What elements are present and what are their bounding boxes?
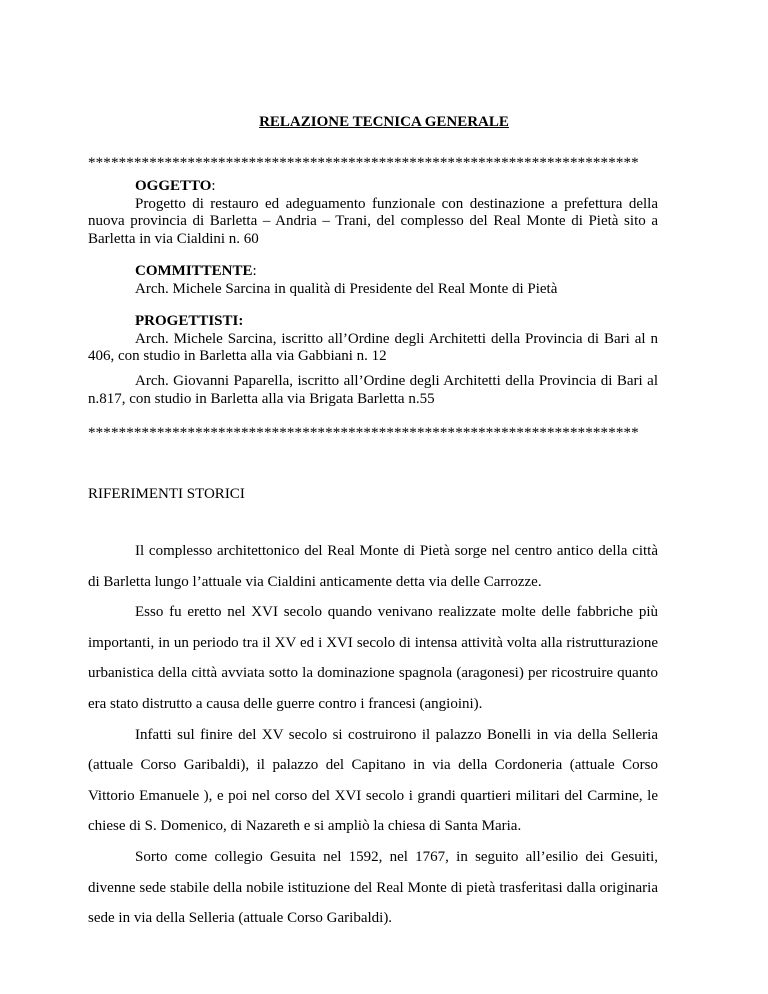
oggetto-text: Progetto di restauro ed adeguamento funzionale con destinazione a prefettura della nuova provincia di Barletta – Andria – Trani, del complesso del Real Monte di Pietà sito a Barletta in via Cialdini n. 60 xyxy=(88,195,658,247)
committente-label: COMMITTENTE xyxy=(135,263,253,279)
body-paragraph: Il complesso architettonico del Real Monte di Pietà sorge nel centro antico della città di Barletta lungo l’attuale via Cialdini anticamente detta via delle Carrozze. xyxy=(88,543,658,590)
committente-text: Arch. Michele Sarcina in qualità di Presidente del Real Monte di Pietà xyxy=(135,280,558,297)
committente-heading xyxy=(88,263,658,281)
document-title: RELAZIONE TECNICA GENERALE xyxy=(259,114,509,130)
separator-bottom: ************************************************************************ xyxy=(88,425,639,441)
committente-section xyxy=(88,263,658,298)
progettista-item: Arch. Michele Sarcina, iscritto all’Ordine degli Architetti della Provincia di Bari al n 406, con studio in Barletta alla via Gabbiani n. 12 xyxy=(88,330,658,364)
section-title: RIFERIMENTI STORICI xyxy=(88,486,245,502)
committente-colon: : xyxy=(252,263,257,279)
oggetto-section xyxy=(88,178,658,248)
oggetto-heading xyxy=(88,178,658,196)
oggetto-label: OGGETTO xyxy=(135,178,212,194)
progettisti-section-2 xyxy=(88,373,658,408)
progettisti-label: PROGETTISTI: xyxy=(135,313,244,329)
body-paragraph: Sorto come collegio Gesuita nel 1592, nel 1767, in seguito all’esilio dei Gesuiti, divenne sede stabile della nobile istituzione del Real Monte di pietà trasferitasi dalla originaria sede in via della Selleria (attuale Corso Garibaldi). xyxy=(88,848,658,927)
body-paragraph: Infatti sul finire del XV secolo si costruirono il palazzo Bonelli in via della Selleria (attuale Corso Garibaldi), il palazzo del Capitano in via della Cordoneria (attuale Corso Vittorio Emanuele ), e poi nel corso del XVI secolo i grandi quartieri militari del Carmine, le chiese di S. Domenico, di Nazareth e si ampliò la chiesa di Santa Maria. xyxy=(88,726,658,835)
body-text xyxy=(88,536,658,934)
separator-top: ************************************************************************ xyxy=(88,155,639,171)
body-paragraph: Esso fu eretto nel XVI secolo quando venivano realizzate molte delle fabbriche più importanti, in un periodo tra il XV ed i XVI secolo di intensa attività volta alla ristrutturazione urbanistica della città avviata sotto la dominazione spagnola (aragonesi) per ricostruire quanto era stato distrutto a causa delle guerre contro i francesi (angioini). xyxy=(88,604,658,712)
progettisti-section xyxy=(88,313,658,366)
progettista-item: Arch. Giovanni Paparella, iscritto all’Ordine degli Architetti della Provincia di Bari al n.817, con studio in Barletta alla via Brigata Barletta n.55 xyxy=(88,373,658,407)
oggetto-colon: : xyxy=(211,178,216,194)
